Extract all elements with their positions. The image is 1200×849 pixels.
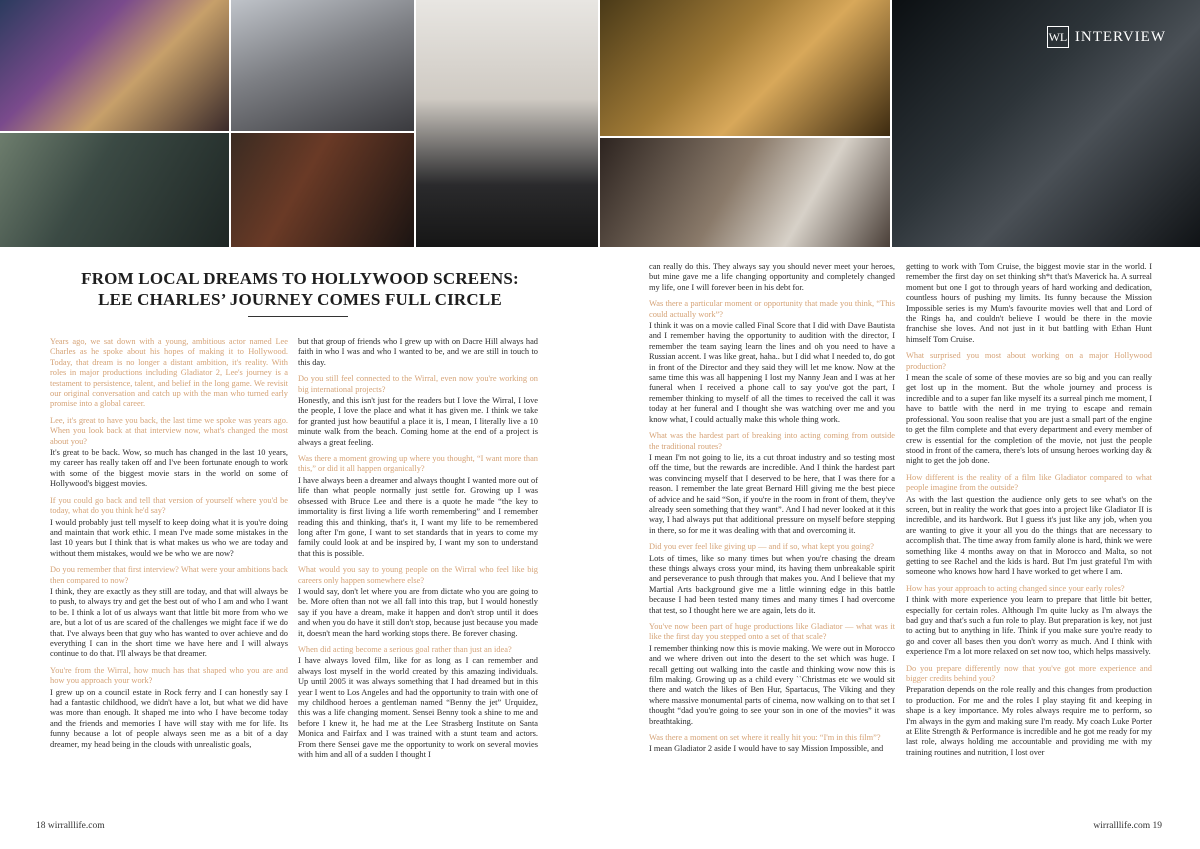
photo-strip bbox=[0, 0, 1200, 247]
question: What would you say to young people on the Wirral who feel like big careers only happen somewhere else? bbox=[298, 565, 538, 585]
answer: I mean I'm not going to lie, its a cut throat industry and so testing most off the time, but the rewards are incredible. And I think the hardest part was convincing myself that I deserved to be here, that I was there for a reason. I remember the late great Bernard Hill giving me the best piece of advice and he said “Son, if you're in the room in front of them, they've already seen something that they want”. And I had never looked at it this way, I had always put that additional pressure on myself before stepping in there, so for me it was dealing with that and overcoming it. bbox=[649, 452, 895, 535]
question: Was there a particular moment or opportunity that made you think, “This could actually work”? bbox=[649, 299, 895, 319]
answer: but that group of friends who I grew up with on Dacre Hill always had faith in who I was and who I wanted to be, and we are still in touch to this day. bbox=[298, 337, 538, 367]
answer: getting to work with Tom Cruise, the biggest movie star in the world. I remember the first day on set thinking sh*t that's Maverick ha. A surreal moment but one I got to through years of hard working and dedication, countless hours of pushing my limits. Its funny because the Mission Impossible series is my Mum's favourite movies well that and Lord of the Rings ha, and couldn't believe I would be there in the movie franchise she loves. And not just in it but battling with Ethan Hunt himself Tom Cruise. bbox=[906, 262, 1152, 344]
question: Was there a moment on set where it really hit you: “I'm in this film”? bbox=[649, 733, 881, 743]
answer: I think, they are exactly as they still are today, and that will always be to push, to always try and get the best out of who I am and who I want to be. I think a lot of us always want that little bit more from who we are, but a lot of us are scared of the challenges we might face if we do that. I've always been that guy who has wanted to over achieve and do everything I can in the short time we have here and I will always continue to do that. I'll always be that dreamer. bbox=[50, 586, 288, 659]
question: Do you remember that first interview? What were your ambitions back then compared to now? bbox=[50, 565, 288, 585]
question: Was there a moment growing up where you thought, “I want more than this,” or did it all happen organically? bbox=[298, 454, 538, 474]
photo-lee-training-in-gym bbox=[231, 0, 414, 131]
answer: Honestly, and this isn't just for the readers but I love the Wirral, I love the people, I love the place and what it has given me. I think we take for granted just how beautiful a place it is, I mean, I literally live a 10 minute walk from the beach. Coming home at the end of a project is always a great feeling. bbox=[298, 396, 538, 447]
title-divider bbox=[248, 316, 348, 317]
answer: I grew up on a council estate in Rock ferry and I can honestly say I had a fantastic childhood, we didn't have a lot, but what we did have was more than enough. It shaped me into who I have become today and the friends and memories I have will stay with me for life. Its funny because a lot of people always seen me as a bit of a day dreamer, my head being in the clouds with unrealistic goals, bbox=[50, 687, 288, 749]
answer: I mean Gladiator 2 aside I would have to say Mission Impossible, and bbox=[649, 744, 884, 754]
page-number-left: 18 wirralllife.com bbox=[36, 821, 105, 831]
question: What surprised you most about working on a major Hollywood production? bbox=[906, 351, 1152, 371]
answer: Lots of times, like so many times but when you're chasing the dream these things always cross your mind, its having them unbreakable spirit and perseverance to push through that makes you. And I believe that my Martial Arts background give me a little winning edge in this battle because I had been tested many times and many times I had overcome that test, so I thought here we are again, lets do it. bbox=[649, 553, 895, 615]
answer: As with the last question the audience only gets to see what's on the screen, but in reality the work that goes into a project like Gladiator II is incredible, and its hardwork. But I guess it's just like any job, when you are wanting to give it your all you do the things that are necessary to accomplish that. The time away from family alone is hard, think we were something like 4 months away on that in Morocco and Malta, so not getting to see Rachel and the kids is hard. But I'm just grateful I'm with someone who knows how hard I have worked to get where I am. bbox=[906, 494, 1152, 577]
answer: I have always been a dreamer and always thought I wanted more out of life than what people normally just settle for. Growing up I was obsessed with Bruce Lee and there is a quote he made “the key to immortality is first living a life worth remembering” and I remember reading this and thinking, that's it, I want my life to be remembered long after I'm gone, I want to set standards that in years to come my family could look at and be inspired by, I want my son to understand that this is possible. bbox=[298, 475, 538, 558]
wl-logo-icon: WL bbox=[1047, 26, 1069, 48]
answer: can really do this. They always say you should never meet your heroes, but mine gave me a life changing opportunity and completely changed my life, one I will forever been in his debt for. bbox=[649, 262, 895, 292]
answer: I would probably just tell myself to keep doing what it is you're doing and maintain that work ethic. I mean I've made some mistakes in the last 10 years but I think that is what makes us who we are today and without them mistakes, would we be who we are now? bbox=[50, 517, 288, 558]
question: Do you prepare differently now that you've got more experience and bigger credits behind you? bbox=[906, 663, 1152, 684]
title-line-2: LEE CHARLES’ JOURNEY COMES FULL CIRCLE bbox=[98, 290, 502, 309]
photo-film-still-fight-scene bbox=[600, 0, 890, 136]
article-column-1 bbox=[50, 337, 288, 756]
answer: I think it was on a movie called Final Score that I did with Dave Bautista and I remember having the opportunity to audition with the director, I remember the team saying learn the lines and oh you need to have a Russian accent. I was like great, haha.. but I did what I needed to, do got in front of the Director and they said they will let me know. Now at the same time this was all happening I lost my Nanny Jean and I was at her funeral when I received a phone call to say you've got the part, I remember thinking to myself of all the times to received the call it was today at her funeral and I thought she was watching over me and you know what, I could actually make this whole thing work. bbox=[649, 321, 895, 424]
intro-paragraph: Years ago, we sat down with a young, ambitious actor named Lee Charles as he spoke about his hopes of making it to Hollywood. Today, that dream is no longer a distant ambition, it's reality. With roles in major productions including Gladiator 2, Lee's journey is a testament to persistence, talent, and belief in the long game. We revisit our original conversation and catch up with the man who turned early promise into a global career. bbox=[50, 337, 288, 409]
question: Lee, it's great to have you back, the last time we spoke was years ago. When you look back at that interview now, what's changed the most about you? bbox=[50, 415, 288, 446]
question: If you could go back and tell that version of yourself where you'd be today, what do you think he'd say? bbox=[50, 495, 288, 516]
answer: I mean the scale of some of these movies are so big and you can really get lost up in the moment. But the whole journey and process is incredible and to a super fan like myself its a surreal pinch me moment, I have to battle with the nerd in me trying to escape and remain professional. You soon realise that you are just a small part of the engine to get the film complete and that every department and every member of crew is essential for the completion of the movie, not just the people stood in front of the camera, there's lots of unsung heroes working day & night to get the job done. bbox=[906, 373, 1152, 466]
photo-film-still-struggle bbox=[600, 138, 890, 247]
question: What was the hardest part of breaking into acting coming from outside the traditional routes? bbox=[649, 431, 895, 451]
article-column-3 bbox=[649, 262, 895, 761]
section-brand bbox=[1047, 26, 1166, 48]
article-title bbox=[60, 268, 540, 310]
answer: I have always loved film, like for as long as I can remember and always lost myself in the world created by this amazing individuals. Up until 2005 it was always something that I had dreamed but in this year I went to Los Angeles and had the opportunity to train with one of my childhood heroes a gentleman named “Benny the jet” Urquidez, this was a life changing moment. Sensei Benny took a shine to me and before I knew it, he had me at the Lee Strasberg Institute on Santa Monica and Fairfax and I was trained with a stunt team and actors. From there Sensei gave me the opportunity to work on several movies with him and all of a sudden I thought I bbox=[298, 656, 538, 760]
question: How has your approach to acting changed since your early roles? bbox=[906, 583, 1125, 593]
section-label: INTERVIEW bbox=[1074, 28, 1166, 45]
question: When did acting become a serious goal rather than just an idea? bbox=[298, 644, 512, 654]
photo-film-still-battle-scene bbox=[0, 133, 229, 247]
question: You've now been part of huge productions like Gladiator — what was it like the first day you stepped onto a set of that scale? bbox=[649, 622, 895, 642]
answer: I remember thinking now this is movie making. We were out in Morocco and we where driven out into the desert to the set which was huge. I recall getting out walking into the castle and thinking wow now this is film making. Growing up as a child every ``Christmas etc we would sit there and watch the likes of Ben Hur, Spartacus, The Viking and they where massive monumental parts of cinema, now walking on to that set I thought “dad you're going to see your son in one of the movies” it was breathtaking. bbox=[649, 643, 895, 726]
photo-lee-with-friend-at-event bbox=[0, 0, 229, 131]
answer: It's great to be back. Wow, so much has changed in the last 10 years, my career has really taken off and I've been fortunate enough to work with some of the biggest movie stars in the world on some of Hollywood's biggest movies. bbox=[50, 448, 288, 489]
answer: I would say, don't let where you are from dictate who you are going to be. More often than not we all fall into this trap, but I would honestly say if you have a dream, make it happen and don't strop until it does and when you do have it still don't stop, because just because you made it, doesn't mean the hard working stops there. Be forever chasing. bbox=[298, 586, 538, 638]
answer: I think with more experience you learn to prepare that little bit better, especially for certain roles. Although I'm quite lucky as I'm always the bad guy and that's such a fun role to play. But preparation is key, not just to acting but to anything in life. Think if you make sure you're ready to go and cover all bases then you don't worry as much. And I think with experience I'm a lot more relaxed on set now too, which helps massively. bbox=[906, 595, 1152, 657]
title-line-1: FROM LOCAL DREAMS TO HOLLYWOOD SCREENS: bbox=[81, 269, 519, 288]
article-column-4 bbox=[906, 262, 1152, 764]
question: You're from the Wirral, how much has that shaped who you are and how you approach your work? bbox=[50, 665, 288, 686]
question: Did you ever feel like giving up — and if so, what kept you going? bbox=[649, 542, 874, 552]
question: Do you still feel connected to the Wirral, even now you're working on big international projects? bbox=[298, 374, 538, 394]
photo-lee-with-actor-portrait bbox=[416, 0, 598, 247]
photo-film-still-dark-scene bbox=[231, 133, 414, 247]
question: How different is the reality of a film like Gladiator compared to what people imagine from the outside? bbox=[906, 472, 1152, 493]
article-column-2 bbox=[298, 337, 538, 766]
answer: Preparation depends on the role really and this changes from production to production. For me and the roles I play staying fit and keeping in shape is a key importance. My roles always require me to perform, so I'm always in the gym and making sure I'm ready. My coach Luke Porter at Elite Strength & Performance is incredible and he got me ready for my last role, always holding me accountable and providing me with my training routines and nutrition, I lost over bbox=[906, 685, 1152, 757]
page-number-right: wirralllife.com 19 bbox=[1093, 821, 1162, 831]
